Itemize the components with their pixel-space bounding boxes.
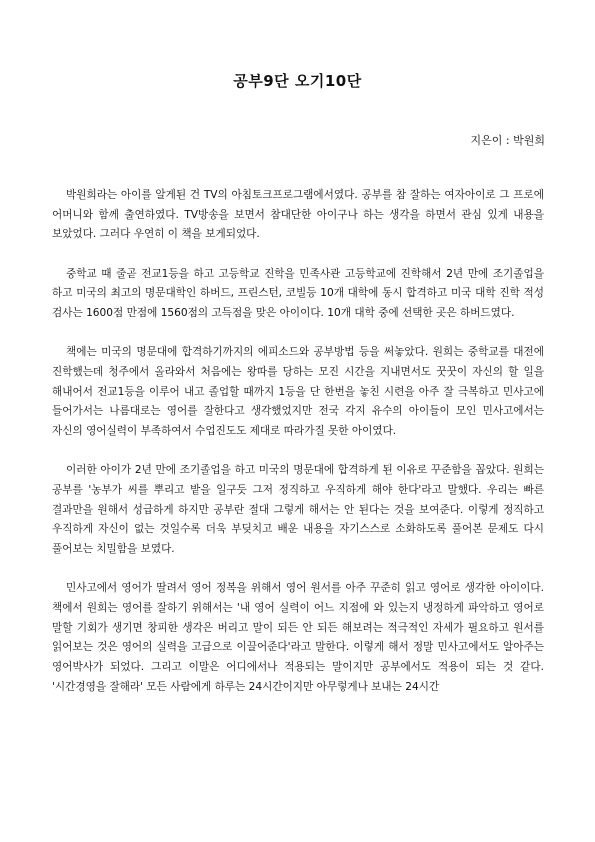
paragraph-3: 책에는 미국의 명문대에 합격하기까지의 에피소드와 공부방법 등을 써놓았다. 원희는 중학교를 대전에 진학했는데 청주에서 올라와서 처음에는 왕따를 당하는 모진 시간을 지내면서도 꿋꿋이 자신의 할 일을 해내어서 전교1등을 이루어 내고 졸업할 때까지 1등을 단 한번을 놓친 시련을 아주 잘 극복하고 민사고에 들어가서는 나름대로는 영어를 잘한다고 생각했었지만 전국 각지 유수의 아이들이 모인 민사고에서는 자신의 영어실력이 부족하여서 수업진도도 제대로 따라가질 못한 아이였다.: [52, 346, 544, 438]
paragraph-2: 중학교 때 줄곧 전교1등을 하고 고등학교 진학을 민족사관 고등학교에 진학해서 2년 만에 조기졸업을 하고 미국의 최고의 명문대학인 하버드, 프린스턴, 코빌등 10개 대학에 동시 합격하고 미국 대학 진학 적성 검사는 1600점 만점에 1560점의 고득점을 맞은 아이이다. 10개 대학 중에 선택한 곳은 하버드였다.: [52, 267, 544, 320]
document-body: [52, 186, 544, 697]
document-title: 공부9단 오기10단: [233, 72, 362, 90]
paragraph-1: 박원희라는 아이를 알게된 건 TV의 아침토크프로그램에서였다. 공부를 참 잘하는 여자아이로 그 프로에 어머니와 함께 출연하였다. TV방송을 보면서 참대단한 아이구나 하는 생각을 하면서 관심 있게 내용을 보았었다. 그러다 우연히 이 책을 보게되었다.: [52, 189, 544, 241]
paragraph-4: 이러한 아이가 2년 만에 조기졸업을 하고 미국의 명문대에 합격하게 된 이유로 꾸준함을 꼽았다. 원희는 공부를 '농부가 씨를 뿌리고 밭을 일구듯 그저 정직하고 우직하게 해야 한다'라고 말했다. 우리는 빠른 결과만을 원해서 성급하게 하지만 공부란 절대 그렇게 해서는 안 된다는 것을 보여준다. 이렇게 정직하고 우직하게 자신이 없는 것일수록 더욱 부딪치고 배운 내용을 자기스스로 소화하도록 풀어본 문제도 다시 풀어보는 치밀함을 보였다.: [52, 464, 544, 556]
paragraph-5: 민사고에서 영어가 딸려서 영어 정복을 위해서 영어 원서를 아주 꾸준히 읽고 영어로 생각한 아이이다. 책에서 원희는 영어를 잘하기 위해서는 '내 영어 실력이 어느 지점에 와 있는지 냉정하게 파악하고 영어로 말할 기회가 생기면 창피한 생각은 버리고 말이 되든 안 되든 해보려는 적극적인 자세가 필요하고 원서를 읽어보는 것은 영어의 실력을 고급으로 이끌어준다'라고 말한다. 이렇게 해서 정말 민사고에서도 알아주는 영어박사가 되었다. 그리고 이말은 어디에서나 적용되는 말이지만 공부에서도 적용이 되는 것 같다. '시간경영을 잘해라' 모든 사람에게 하루는 24시간이지만 아무렇게나 보내는 24시간: [52, 582, 544, 693]
document-author: 지은이 : 박원희: [470, 134, 545, 147]
